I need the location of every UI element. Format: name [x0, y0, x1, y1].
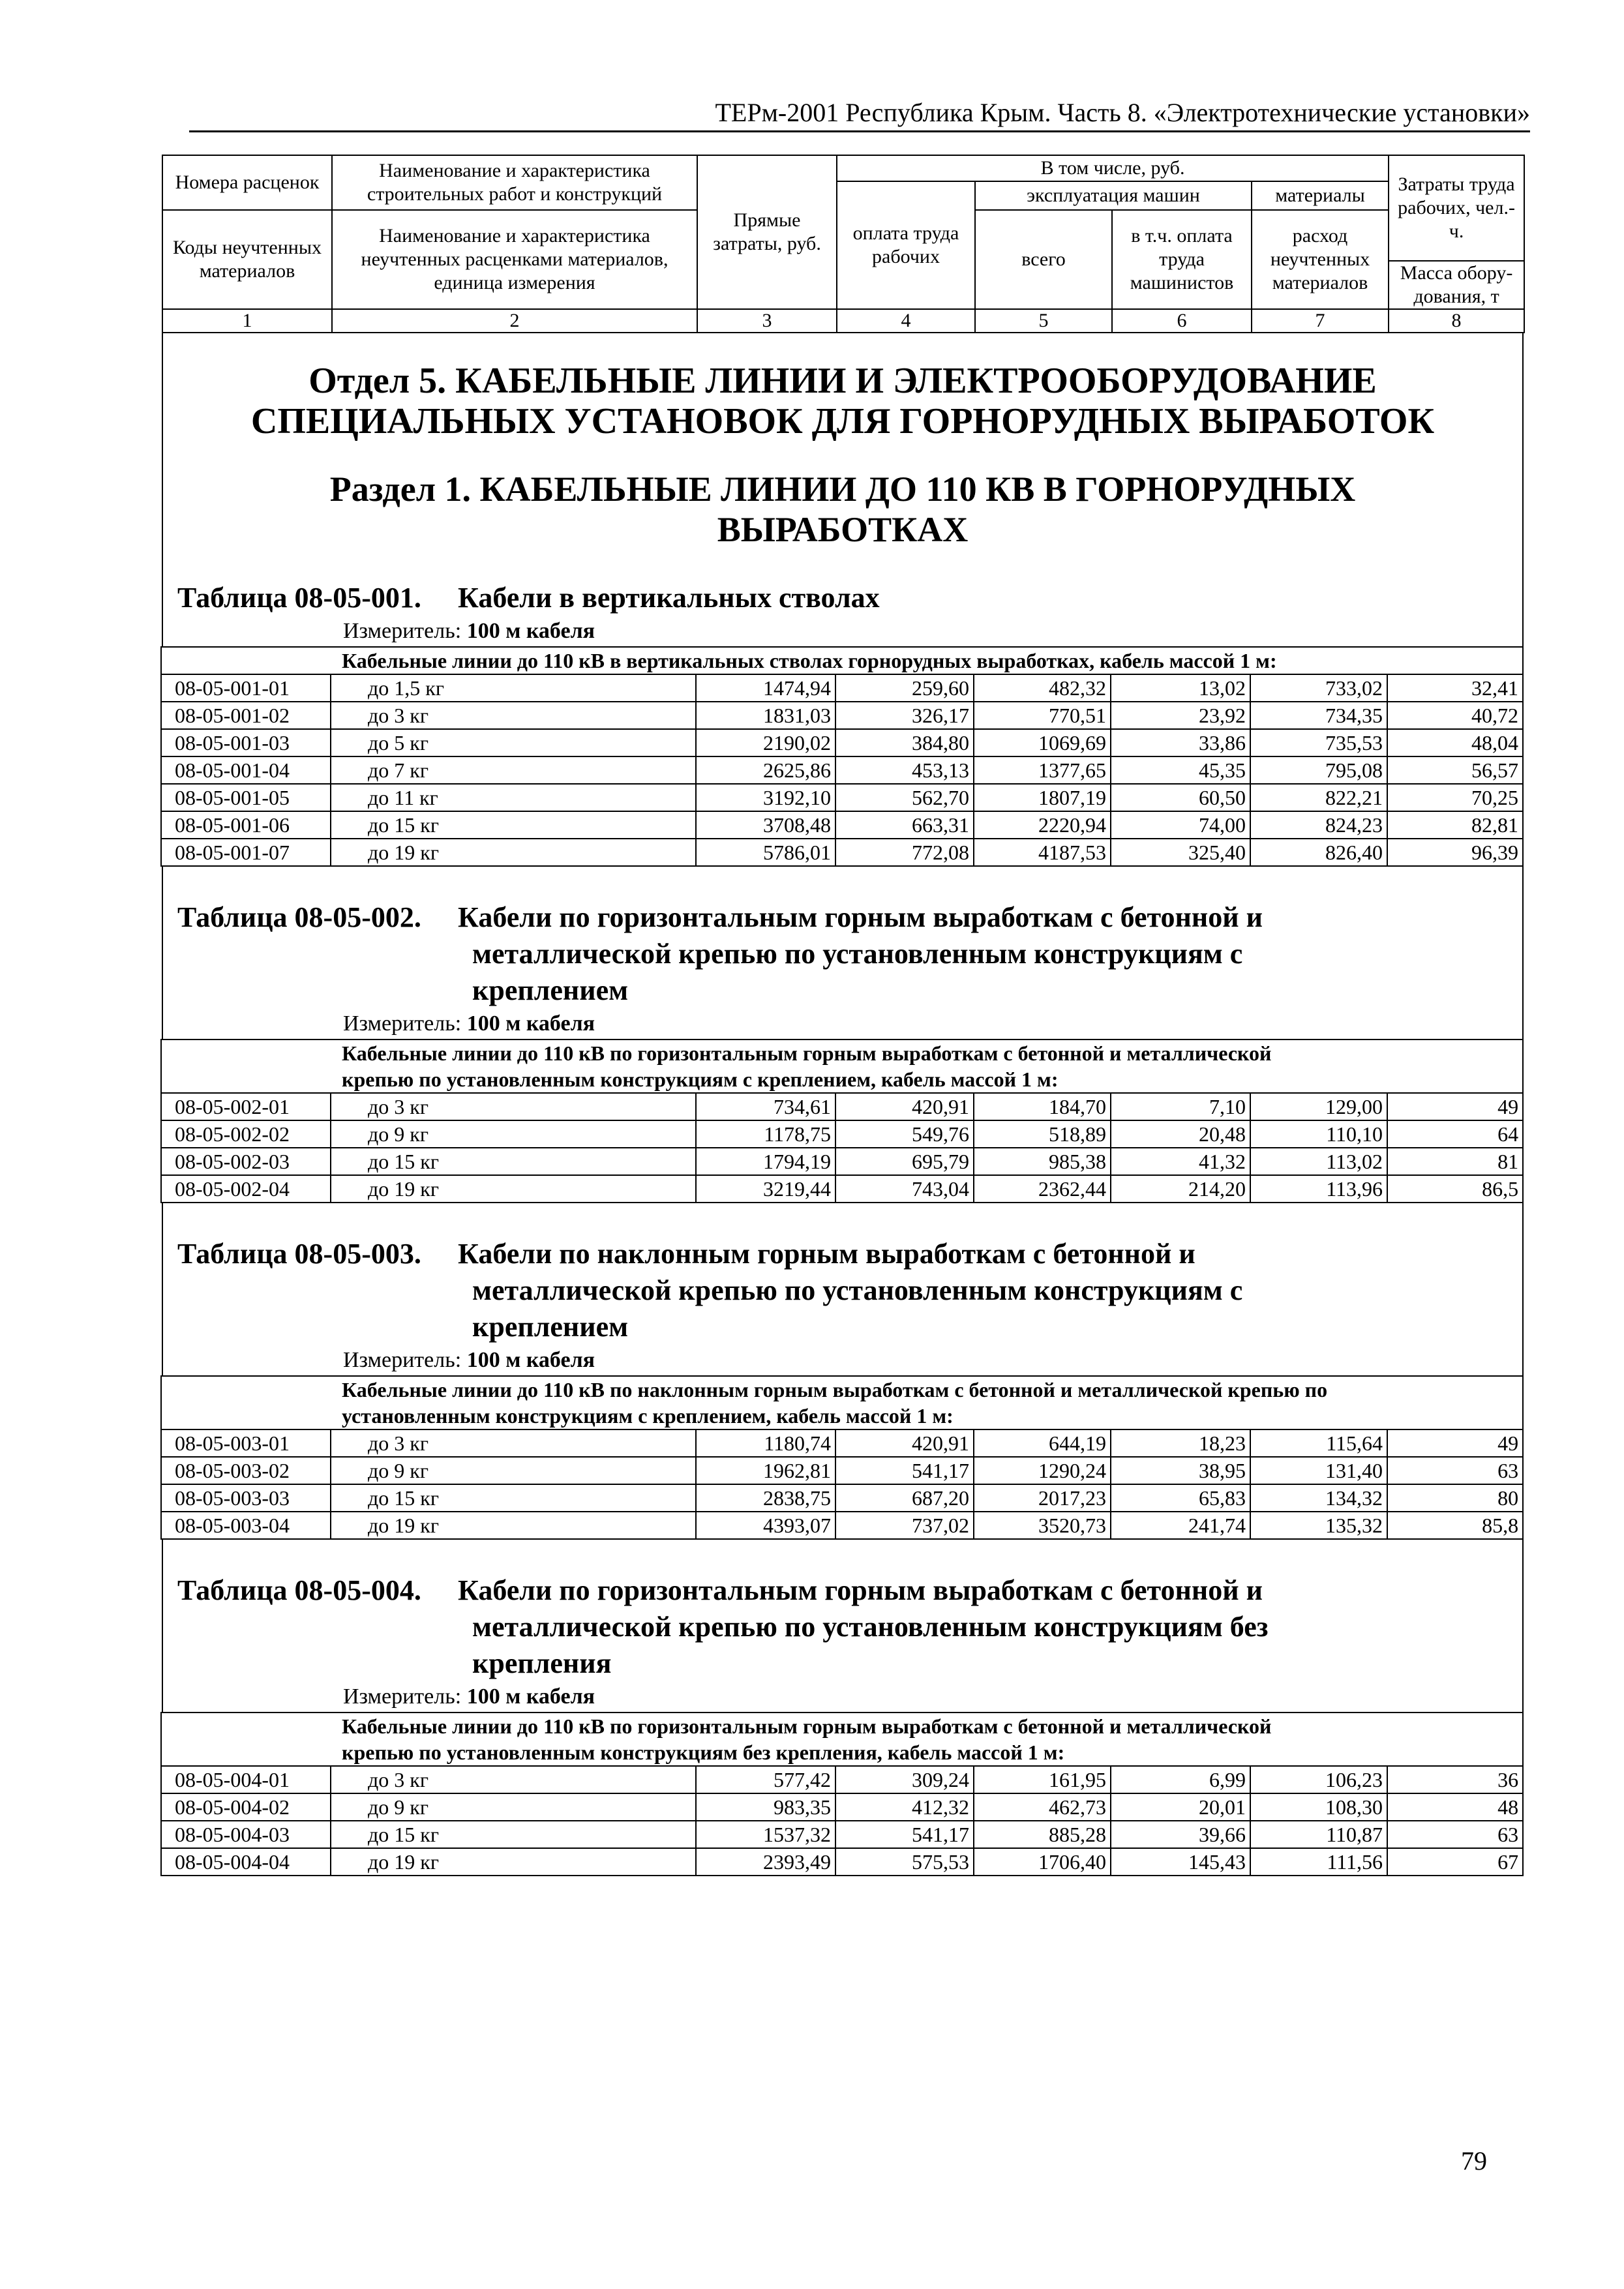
col5-header: всего: [975, 210, 1112, 309]
rate-code: 08-05-003-04: [161, 1512, 331, 1539]
labor-cost: 695,79: [835, 1148, 974, 1175]
table-title-line: Кабели по наклонным горным выработкам с бетонной и: [458, 1238, 1195, 1270]
labor-hours: 63: [1387, 1457, 1523, 1484]
section-title: [163, 441, 1522, 573]
work-name: до 19 кг: [331, 1512, 696, 1539]
table-description-row: [161, 647, 1523, 674]
operator-cost: 45,35: [1111, 756, 1250, 784]
table-description-row: [161, 1040, 1523, 1093]
table-row: [161, 1457, 1523, 1484]
material-cost: 795,08: [1250, 756, 1387, 784]
table-row: [161, 674, 1523, 702]
measure-value: 100 м кабеля: [466, 1011, 595, 1036]
direct-cost: 983,35: [696, 1793, 835, 1821]
direct-cost: 4393,07: [696, 1512, 835, 1539]
direct-cost: 734,61: [696, 1093, 835, 1120]
table-description-line: Кабельные линии до 110 кВ по горизонтальным горным выработкам с бетонной и металлической: [342, 1714, 1272, 1738]
table-row: [161, 1821, 1523, 1848]
rate-code: 08-05-004-02: [161, 1793, 331, 1821]
material-cost: 131,40: [1250, 1457, 1387, 1484]
rate-code: 08-05-001-04: [161, 756, 331, 784]
materials-header: материалы: [1252, 181, 1389, 210]
col-number: 5: [975, 309, 1112, 333]
rate-code: 08-05-002-03: [161, 1148, 331, 1175]
table-description-row: [161, 1713, 1523, 1766]
material-cost: 129,00: [1250, 1093, 1387, 1120]
rate-code: 08-05-004-03: [161, 1821, 331, 1848]
measure-unit: [343, 1682, 1522, 1712]
machine-cost: 462,73: [974, 1793, 1111, 1821]
direct-cost: 1794,19: [696, 1148, 835, 1175]
material-cost: 115,64: [1250, 1429, 1387, 1457]
material-cost: 824,23: [1250, 811, 1387, 839]
work-name: до 3 кг: [331, 1429, 696, 1457]
labor-hours: 80: [1387, 1484, 1523, 1512]
labor-cost: 453,13: [835, 756, 974, 784]
operator-cost: 20,48: [1111, 1120, 1250, 1148]
work-name: до 9 кг: [331, 1120, 696, 1148]
work-name: до 9 кг: [331, 1793, 696, 1821]
labor-cost: 420,91: [835, 1429, 974, 1457]
table-title-line: креплением: [472, 974, 629, 1006]
table-row: [161, 1766, 1523, 1793]
work-name: до 15 кг: [331, 811, 696, 839]
work-name: до 9 кг: [331, 1457, 696, 1484]
table-number: Таблица 08-05-002.: [177, 901, 421, 933]
material-cost: 134,32: [1250, 1484, 1387, 1512]
col1-top-header: Номера расценок: [162, 155, 332, 210]
col8-top-header: Затраты труда рабочих, чел.-ч.: [1389, 155, 1524, 261]
table-row: [161, 1120, 1523, 1148]
rate-code: 08-05-001-03: [161, 729, 331, 756]
labor-cost: 743,04: [835, 1175, 974, 1203]
section-title-line: Раздел 1. КАБЕЛЬНЫЕ ЛИНИИ ДО 110 КВ В ГОРНОРУДНЫХ: [329, 470, 1356, 509]
titles-block: [162, 333, 1524, 573]
direct-cost: 1180,74: [696, 1429, 835, 1457]
table-title: [177, 1236, 1522, 1345]
table-description-line: установленным конструкциям с креплением, кабель массой 1 м:: [342, 1404, 954, 1428]
machine-cost: 770,51: [974, 702, 1111, 729]
labor-cost: 259,60: [835, 674, 974, 702]
rate-code: 08-05-003-01: [161, 1429, 331, 1457]
col-number: 4: [837, 309, 975, 333]
rate-code: 08-05-003-03: [161, 1484, 331, 1512]
machine-cost: 3520,73: [974, 1512, 1111, 1539]
labor-hours: 48: [1387, 1793, 1523, 1821]
operator-cost: 214,20: [1111, 1175, 1250, 1203]
table-row: [161, 1793, 1523, 1821]
material-cost: 113,02: [1250, 1148, 1387, 1175]
table-title-block: [162, 573, 1524, 646]
work-name: до 3 кг: [331, 702, 696, 729]
measure-unit: [343, 1345, 1522, 1375]
table-row: [161, 811, 1523, 839]
operator-cost: 65,83: [1111, 1484, 1250, 1512]
table-description-line: крепью по установленным конструкциям с креплением, кабель массой 1 м:: [342, 1068, 1059, 1091]
direct-cost: 5786,01: [696, 839, 835, 866]
col2-bottom-header: Наименование и характеристика неучтенных расценками материалов, единица измерения: [332, 210, 697, 309]
price-table: [160, 646, 1524, 867]
direct-cost: 3219,44: [696, 1175, 835, 1203]
machine-cost: 1290,24: [974, 1457, 1111, 1484]
table-description-line: Кабельные линии до 110 кВ по горизонтальным горным выработкам с бетонной и металлической: [342, 1041, 1272, 1065]
table-description-line: Кабельные линии до 110 кВ в вертикальных стволах горнорудных выработках, кабель массой 1 м:: [342, 649, 1277, 672]
operator-cost: 33,86: [1111, 729, 1250, 756]
work-name: до 1,5 кг: [331, 674, 696, 702]
table-description-line: Кабельные линии до 110 кВ по наклонным горным выработкам с бетонной и металлической крепью по: [342, 1378, 1328, 1401]
department-title-line: СПЕЦИАЛЬНЫХ УСТАНОВОК ДЛЯ ГОРНОРУДНЫХ ВЫРАБОТОК: [250, 401, 1435, 441]
operator-cost: 241,74: [1111, 1512, 1250, 1539]
operator-cost: 39,66: [1111, 1821, 1250, 1848]
material-cost: 733,02: [1250, 674, 1387, 702]
rate-code: 08-05-001-02: [161, 702, 331, 729]
table-title: [177, 580, 1522, 616]
department-title: [163, 333, 1522, 441]
machine-cost: 1706,40: [974, 1848, 1111, 1876]
rate-code: 08-05-002-02: [161, 1120, 331, 1148]
page-content: [162, 155, 1524, 2021]
table-row: [161, 1175, 1523, 1203]
work-name: до 3 кг: [331, 1093, 696, 1120]
labor-cost: 663,31: [835, 811, 974, 839]
col7-header: расход неучтенных материалов: [1252, 210, 1389, 309]
measure-label: Измеритель:: [343, 619, 462, 643]
table-number: Таблица 08-05-003.: [177, 1238, 421, 1270]
labor-hours: 96,39: [1387, 839, 1523, 866]
material-cost: 822,21: [1250, 784, 1387, 811]
rate-code: 08-05-004-01: [161, 1766, 331, 1793]
measure-label: Измеритель:: [343, 1348, 462, 1372]
col-number: 7: [1252, 309, 1389, 333]
price-table: [160, 1039, 1524, 1203]
labor-hours: 70,25: [1387, 784, 1523, 811]
labor-cost: 326,17: [835, 702, 974, 729]
col-number: 8: [1389, 309, 1524, 333]
table-row: [161, 729, 1523, 756]
work-name: до 19 кг: [331, 839, 696, 866]
table-description: [161, 1376, 1523, 1429]
direct-cost: 3192,10: [696, 784, 835, 811]
table-title-line: Кабели в вертикальных стволах: [458, 582, 880, 614]
col-number: 2: [332, 309, 697, 333]
operator-cost: 18,23: [1111, 1429, 1250, 1457]
machines-header: эксплуатация машин: [975, 181, 1252, 210]
rate-code: 08-05-003-02: [161, 1457, 331, 1484]
work-name: до 3 кг: [331, 1766, 696, 1793]
col1-bottom-header: Коды неучтенных материалов: [162, 210, 332, 309]
in-total-header: В том числе, руб.: [837, 155, 1389, 181]
machine-cost: 885,28: [974, 1821, 1111, 1848]
table-description-line: крепью по установленным конструкциям без крепления, кабель массой 1 м:: [342, 1741, 1065, 1764]
material-cost: 111,56: [1250, 1848, 1387, 1876]
machine-cost: 1807,19: [974, 784, 1111, 811]
material-cost: 108,30: [1250, 1793, 1387, 1821]
machine-cost: 161,95: [974, 1766, 1111, 1793]
table-title-line: металлической крепью по установленным конструкциям с: [472, 1274, 1243, 1306]
table-title: [177, 1572, 1522, 1682]
col-number: 1: [162, 309, 332, 333]
table-description: [161, 1713, 1523, 1766]
table-description: [161, 647, 1523, 674]
work-name: до 15 кг: [331, 1148, 696, 1175]
col-number: 6: [1112, 309, 1252, 333]
labor-hours: 49: [1387, 1093, 1523, 1120]
labor-cost: 575,53: [835, 1848, 974, 1876]
rate-code: 08-05-002-01: [161, 1093, 331, 1120]
labor-cost: 562,70: [835, 784, 974, 811]
operator-cost: 7,10: [1111, 1093, 1250, 1120]
measure-value: 100 м кабеля: [466, 1348, 595, 1372]
work-name: до 11 кг: [331, 784, 696, 811]
table-number: Таблица 08-05-001.: [177, 582, 421, 614]
labor-hours: 48,04: [1387, 729, 1523, 756]
work-name: до 19 кг: [331, 1175, 696, 1203]
labor-hours: 40,72: [1387, 702, 1523, 729]
material-cost: 734,35: [1250, 702, 1387, 729]
col-number: 3: [697, 309, 837, 333]
measure-value: 100 м кабеля: [466, 619, 595, 643]
direct-cost: 2190,02: [696, 729, 835, 756]
direct-cost: 2838,75: [696, 1484, 835, 1512]
column-header-table: [162, 155, 1525, 333]
material-cost: 110,87: [1250, 1821, 1387, 1848]
material-cost: 106,23: [1250, 1766, 1387, 1793]
measure-unit: [343, 1009, 1522, 1039]
table-title-line: креплением: [472, 1311, 629, 1343]
rate-code: 08-05-002-04: [161, 1175, 331, 1203]
labor-cost: 737,02: [835, 1512, 974, 1539]
work-name: до 7 кг: [331, 756, 696, 784]
operator-cost: 20,01: [1111, 1793, 1250, 1821]
machine-cost: 985,38: [974, 1148, 1111, 1175]
labor-cost: 412,32: [835, 1793, 974, 1821]
direct-cost: 577,42: [696, 1766, 835, 1793]
work-name: до 15 кг: [331, 1484, 696, 1512]
material-cost: 735,53: [1250, 729, 1387, 756]
operator-cost: 6,99: [1111, 1766, 1250, 1793]
rate-code: 08-05-004-04: [161, 1848, 331, 1876]
direct-cost: 1537,32: [696, 1821, 835, 1848]
table-row: [161, 1512, 1523, 1539]
rate-code: 08-05-001-07: [161, 839, 331, 866]
table-row: [161, 702, 1523, 729]
col8-bottom-header: Масса обору-дования, т: [1389, 261, 1524, 309]
labor-cost: 541,17: [835, 1457, 974, 1484]
table-title-block: [162, 867, 1524, 1039]
work-name: до 19 кг: [331, 1848, 696, 1876]
measure-unit: [343, 616, 1522, 646]
machine-cost: 184,70: [974, 1093, 1111, 1120]
direct-cost: 1474,94: [696, 674, 835, 702]
labor-cost: 541,17: [835, 1821, 974, 1848]
labor-hours: 85,8: [1387, 1512, 1523, 1539]
labor-hours: 81: [1387, 1148, 1523, 1175]
table-title-block: [162, 1203, 1524, 1375]
table-row: [161, 784, 1523, 811]
labor-hours: 67: [1387, 1848, 1523, 1876]
col6-header: в т.ч. оплата труда машинистов: [1112, 210, 1252, 309]
direct-cost: 1962,81: [696, 1457, 835, 1484]
table-number: Таблица 08-05-004.: [177, 1574, 421, 1606]
labor-hours: 36: [1387, 1766, 1523, 1793]
table-row: [161, 1093, 1523, 1120]
machine-cost: 482,32: [974, 674, 1111, 702]
operator-cost: 145,43: [1111, 1848, 1250, 1876]
col4-header: оплата труда рабочих: [837, 181, 975, 309]
direct-cost: 2393,49: [696, 1848, 835, 1876]
work-name: до 15 кг: [331, 1821, 696, 1848]
section-title-line: ВЫРАБОТКАХ: [717, 510, 969, 549]
rate-code: 08-05-001-05: [161, 784, 331, 811]
material-cost: 110,10: [1250, 1120, 1387, 1148]
direct-cost: 3708,48: [696, 811, 835, 839]
department-title-line: Отдел 5. КАБЕЛЬНЫЕ ЛИНИИ И ЭЛЕКТРООБОРУДОВАНИЕ: [308, 361, 1377, 401]
machine-cost: 2017,23: [974, 1484, 1111, 1512]
labor-hours: 32,41: [1387, 674, 1523, 702]
rate-code: 08-05-001-01: [161, 674, 331, 702]
operator-cost: 38,95: [1111, 1457, 1250, 1484]
price-table: [160, 1712, 1524, 1876]
labor-hours: 56,57: [1387, 756, 1523, 784]
material-cost: 113,96: [1250, 1175, 1387, 1203]
machine-cost: 1069,69: [974, 729, 1111, 756]
table-title-line: металлической крепью по установленным конструкциям с: [472, 938, 1243, 970]
machine-cost: 4187,53: [974, 839, 1111, 866]
rate-code: 08-05-001-06: [161, 811, 331, 839]
table-title: [177, 899, 1522, 1009]
labor-hours: 64: [1387, 1120, 1523, 1148]
price-table: [160, 1375, 1524, 1540]
direct-cost: 1178,75: [696, 1120, 835, 1148]
labor-cost: 772,08: [835, 839, 974, 866]
operator-cost: 41,32: [1111, 1148, 1250, 1175]
running-header: ТЕРм-2001 Республика Крым. Часть 8. «Электротехнические установки»: [189, 97, 1530, 132]
price-tables: [162, 573, 1524, 1876]
measure-value: 100 м кабеля: [466, 1684, 595, 1709]
operator-cost: 23,92: [1111, 702, 1250, 729]
labor-cost: 687,20: [835, 1484, 974, 1512]
table-row: [161, 756, 1523, 784]
col3-header: Прямые затраты, руб.: [697, 155, 837, 309]
operator-cost: 60,50: [1111, 784, 1250, 811]
machine-cost: 2362,44: [974, 1175, 1111, 1203]
machine-cost: 1377,65: [974, 756, 1111, 784]
col2-top-header: Наименование и характеристика строительных работ и конструкций: [332, 155, 697, 210]
direct-cost: 1831,03: [696, 702, 835, 729]
material-cost: 826,40: [1250, 839, 1387, 866]
table-row: [161, 1429, 1523, 1457]
labor-cost: 420,91: [835, 1093, 974, 1120]
material-cost: 135,32: [1250, 1512, 1387, 1539]
direct-cost: 2625,86: [696, 756, 835, 784]
table-description-row: [161, 1376, 1523, 1429]
labor-hours: 49: [1387, 1429, 1523, 1457]
operator-cost: 325,40: [1111, 839, 1250, 866]
table-title-line: крепления: [472, 1647, 612, 1679]
table-title-block: [162, 1540, 1524, 1712]
table-row: [161, 839, 1523, 866]
labor-cost: 384,80: [835, 729, 974, 756]
measure-label: Измеритель:: [343, 1684, 462, 1709]
labor-cost: 309,24: [835, 1766, 974, 1793]
measure-label: Измеритель:: [343, 1011, 462, 1036]
labor-hours: 82,81: [1387, 811, 1523, 839]
table-row: [161, 1484, 1523, 1512]
labor-cost: 549,76: [835, 1120, 974, 1148]
machine-cost: 2220,94: [974, 811, 1111, 839]
table-title-line: Кабели по горизонтальным горным выработкам с бетонной и: [458, 1574, 1263, 1606]
machine-cost: 644,19: [974, 1429, 1111, 1457]
table-title-line: Кабели по горизонтальным горным выработкам с бетонной и: [458, 901, 1263, 933]
table-description: [161, 1040, 1523, 1093]
work-name: до 5 кг: [331, 729, 696, 756]
labor-hours: 86,5: [1387, 1175, 1523, 1203]
operator-cost: 13,02: [1111, 674, 1250, 702]
table-row: [161, 1148, 1523, 1175]
table-row: [161, 1848, 1523, 1876]
page-number: 79: [1461, 2146, 1487, 2176]
table-title-line: металлической крепью по установленным конструкциям без: [472, 1611, 1269, 1643]
labor-hours: 63: [1387, 1821, 1523, 1848]
operator-cost: 74,00: [1111, 811, 1250, 839]
machine-cost: 518,89: [974, 1120, 1111, 1148]
